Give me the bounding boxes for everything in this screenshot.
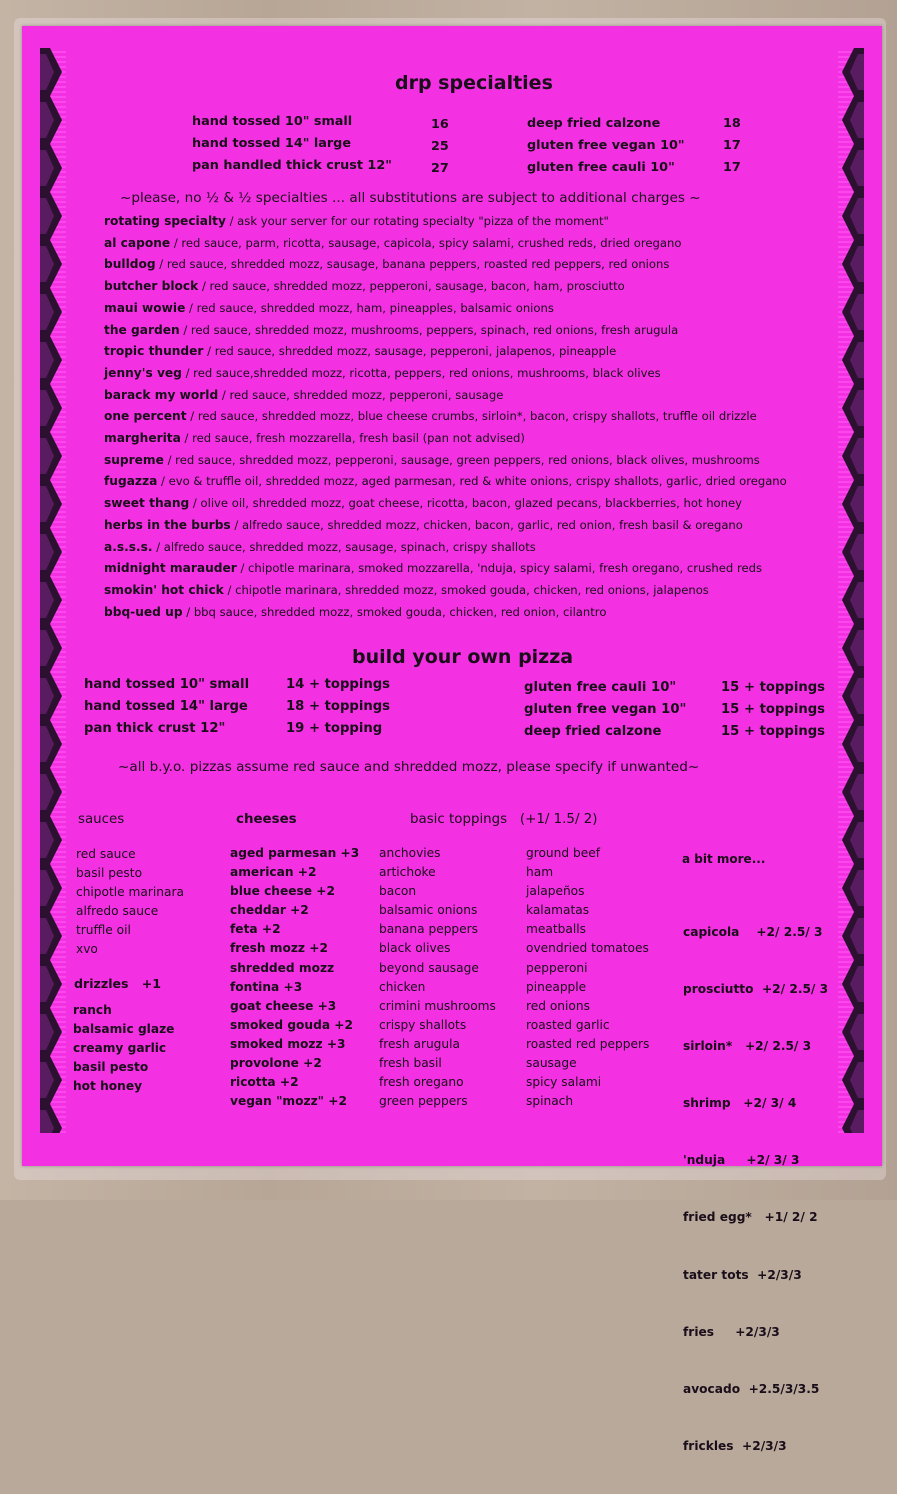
size-name: gluten free cauli 10" <box>524 680 677 695</box>
list-item: aged parmesan +3 <box>230 846 360 860</box>
list-item: fontina +3 <box>230 979 303 994</box>
more-heading: a bit more... <box>682 852 766 866</box>
list-item <box>104 363 787 385</box>
list-item <box>104 406 787 428</box>
list-item: xvo <box>76 942 98 957</box>
list-item <box>104 276 787 298</box>
list-item <box>104 254 787 276</box>
size-name: hand tossed 14" large <box>84 699 248 714</box>
byo-prices-left <box>286 674 390 740</box>
specialty-pizza-list <box>104 211 787 623</box>
list-item <box>104 298 787 320</box>
list-item: kalamatas <box>526 903 590 918</box>
size-price: 25 <box>431 139 449 154</box>
list-item: fresh basil <box>379 1056 442 1071</box>
menu-sheet <box>22 26 882 1453</box>
pizza-name: barack my world <box>104 387 219 402</box>
list-item: ranch <box>73 1003 112 1017</box>
list-item: roasted red peppers <box>526 1036 650 1051</box>
size-price: 18 + toppings <box>286 699 391 714</box>
list-item <box>104 471 787 493</box>
pizza-name: fugazza <box>104 474 158 489</box>
list-item: pineapple <box>526 979 587 994</box>
basic-toppings-heading: basic toppings (+1/ 1.5/ 2) <box>410 812 598 827</box>
list-item <box>104 341 787 363</box>
pizza-description: / red sauce, shredded mozz, ham, pineapples, balsamic onions <box>185 300 554 315</box>
specialty-prices-right <box>723 113 741 179</box>
specialty-prices-left <box>431 114 449 180</box>
list-item: chicken <box>379 979 426 994</box>
list-item: bacon <box>379 884 417 899</box>
list-item: hot honey <box>73 1079 143 1094</box>
pizza-description: / ask your server for our rotating specialty "pizza of the moment" <box>225 214 609 228</box>
list-item: frickles +2/3/3 <box>683 1438 787 1453</box>
byo-title: build your own pizza <box>352 646 574 668</box>
size-price: 17 <box>723 138 741 153</box>
pizza-description: / red sauce, shredded mozz, sausage, pepperoni, jalapenos, pineapple <box>203 344 617 359</box>
list-item: crimini mushrooms <box>379 998 496 1013</box>
list-item: 'nduja +2/ 3/ 3 <box>683 1153 800 1168</box>
list-item: avocado +2.5/3/3.5 <box>683 1381 820 1396</box>
list-item <box>104 580 787 602</box>
pizza-name: smokin' hot chick <box>104 582 224 597</box>
size-price: 15 + toppings <box>721 680 826 695</box>
list-item: fresh arugula <box>379 1036 460 1051</box>
list-item: blue cheese +2 <box>230 884 335 899</box>
pizza-name: tropic thunder <box>104 344 204 359</box>
menu-content <box>22 26 882 1453</box>
size-price: 14 + toppings <box>286 677 391 692</box>
drizzles-list <box>73 1001 174 1096</box>
list-item: cheddar +2 <box>230 903 309 918</box>
list-item: pepperoni <box>526 960 588 975</box>
list-item <box>104 493 787 515</box>
pizza-description: / alfredo sauce, shredded mozz, sausage, spinach, crispy shallots <box>152 539 536 554</box>
pizza-name: bbq-ued up <box>104 604 183 619</box>
pizza-description: / red sauce, shredded mozz, pepperoni, sausage, bacon, ham, prosciutto <box>198 279 625 294</box>
size-price: 19 + topping <box>286 721 383 736</box>
size-price: 15 + toppings <box>721 702 826 717</box>
list-item: shredded mozz <box>230 960 335 975</box>
list-item: chipotle marinara <box>76 885 184 900</box>
list-item: prosciutto +2/ 2.5/ 3 <box>683 982 829 997</box>
list-item: truffle oil <box>76 923 131 938</box>
pizza-name: rotating specialty <box>104 214 226 228</box>
basic-toppings-list-2 <box>526 844 649 1111</box>
size-price: 17 <box>723 160 741 175</box>
list-item: spicy salami <box>526 1075 602 1090</box>
list-item: red onions <box>526 998 590 1013</box>
list-item: smoked mozz +3 <box>230 1036 346 1051</box>
list-item: fries +2/3/3 <box>683 1324 780 1339</box>
list-item <box>104 428 787 450</box>
byo-prices-right <box>721 677 825 743</box>
pizza-description: / alfredo sauce, shredded mozz, chicken, bacon, garlic, red onion, fresh basil & oregano <box>230 517 743 532</box>
size-name: gluten free vegan 10" <box>527 138 685 153</box>
pizza-description: / red sauce, parm, ricotta, sausage, capicola, spicy salami, crushed reds, dried oregano <box>170 235 682 250</box>
size-price: 16 <box>431 117 449 132</box>
pizza-name: herbs in the burbs <box>104 517 231 532</box>
pizza-name: one percent <box>104 409 187 424</box>
byo-notice: ~all b.y.o. pizzas assume red sauce and shredded mozz, please specify if unwanted~ <box>118 759 700 775</box>
pizza-name: a.s.s.s. <box>104 539 153 554</box>
list-item: ovendried tomatoes <box>526 941 649 956</box>
size-name: pan thick crust 12" <box>84 721 226 736</box>
list-item: capicola +2/ 2.5/ 3 <box>683 925 823 939</box>
list-item: alfredo sauce <box>76 904 159 919</box>
pizza-description: / red sauce, fresh mozzarella, fresh basil (pan not advised) <box>180 431 525 446</box>
list-item: ham <box>526 865 554 880</box>
pizza-name: butcher block <box>104 279 199 294</box>
size-price: 27 <box>431 161 449 176</box>
pizza-name: sweet thang <box>104 496 190 511</box>
list-item: creamy garlic <box>73 1041 167 1056</box>
more-list <box>683 885 828 1494</box>
specialties-notice: ~please, no ½ & ½ specialties ... all substitutions are subject to additional charges ~ <box>120 190 701 206</box>
pizza-name: jenny's veg <box>104 365 182 380</box>
specialty-sizes-right <box>527 113 685 179</box>
list-item: roasted garlic <box>526 1017 610 1032</box>
list-item: balsamic onions <box>379 903 478 918</box>
list-item: red sauce <box>76 847 136 861</box>
list-item <box>104 385 787 407</box>
list-item: meatballs <box>526 922 586 937</box>
drizzles-heading: drizzles +1 <box>74 976 162 991</box>
pizza-name: bulldog <box>104 257 156 272</box>
list-item: ricotta +2 <box>230 1075 299 1090</box>
list-item: fresh oregano <box>379 1075 464 1090</box>
list-item: beyond sausage <box>379 960 479 975</box>
list-item: anchovies <box>379 846 441 860</box>
list-item <box>104 537 787 559</box>
list-item: balsamic glaze <box>73 1022 175 1037</box>
basic-toppings-list-1 <box>379 844 496 1111</box>
list-item: sausage <box>526 1056 577 1071</box>
sauces-list <box>76 845 184 960</box>
list-item: green peppers <box>379 1094 468 1109</box>
specialty-sizes-left <box>192 111 392 177</box>
sauces-heading: sauces <box>78 812 125 827</box>
list-item: fresh mozz +2 <box>230 941 328 956</box>
list-item <box>104 450 787 472</box>
pizza-description: / chipotle marinara, smoked mozzarella, 'nduja, spicy salami, fresh oregano, crushed reds <box>236 561 762 576</box>
list-item: artichoke <box>379 865 436 880</box>
list-item: vegan "mozz" +2 <box>230 1094 347 1109</box>
list-item <box>104 602 787 624</box>
list-item: jalapeños <box>526 884 585 899</box>
specialties-title: drp specialties <box>395 72 553 94</box>
cheeses-list <box>230 844 359 1111</box>
pizza-description: / red sauce, shredded mozz, mushrooms, peppers, spinach, red onions, fresh arugula <box>179 322 679 337</box>
list-item: smoked gouda +2 <box>230 1017 353 1032</box>
pizza-description: / bbq sauce, shredded mozz, smoked gouda, chicken, red onion, cilantro <box>182 604 607 619</box>
list-item: banana peppers <box>379 922 479 937</box>
pizza-description: / evo & truffle oil, shredded mozz, aged parmesan, red & white onions, crispy shallots, garlic, dried oregano <box>157 474 787 489</box>
list-item <box>104 211 787 233</box>
size-price: 18 <box>723 116 741 131</box>
list-item <box>104 558 787 580</box>
pizza-description: / red sauce, shredded mozz, blue cheese crumbs, sirloin*, bacon, crispy shallots, truffle oil drizzle <box>186 409 757 424</box>
list-item: basil pesto <box>76 866 143 881</box>
size-name: hand tossed 10" small <box>84 677 250 692</box>
list-item: fried egg* +1/ 2/ 2 <box>683 1210 818 1225</box>
size-name: hand tossed 10" small <box>192 114 353 129</box>
pizza-name: margherita <box>104 431 181 446</box>
list-item: shrimp +2/ 3/ 4 <box>683 1096 797 1111</box>
pizza-description: / olive oil, shredded mozz, goat cheese, ricotta, bacon, glazed pecans, blackberries, hot honey <box>189 496 742 511</box>
size-name: pan handled thick crust 12" <box>192 158 392 173</box>
size-name: hand tossed 14" large <box>192 136 352 151</box>
pizza-name: al capone <box>104 235 171 250</box>
size-name: gluten free cauli 10" <box>527 160 675 175</box>
pizza-name: maui wowie <box>104 300 186 315</box>
list-item: sirloin* +2/ 2.5/ 3 <box>683 1039 812 1054</box>
size-name: gluten free vegan 10" <box>524 702 687 717</box>
list-item: ground beef <box>526 846 601 860</box>
pizza-name: supreme <box>104 452 164 467</box>
size-name: deep fried calzone <box>527 116 661 131</box>
pizza-description: / red sauce,shredded mozz, ricotta, peppers, red onions, mushrooms, black olives <box>181 365 661 380</box>
byo-sizes-right <box>524 677 686 743</box>
list-item: goat cheese +3 <box>230 998 337 1013</box>
list-item: crispy shallots <box>379 1017 467 1032</box>
pizza-name: midnight marauder <box>104 561 237 576</box>
pizza-description: / red sauce, shredded mozz, pepperoni, sausage <box>218 387 504 402</box>
list-item: spinach <box>526 1094 574 1109</box>
cheeses-heading: cheeses <box>236 812 297 827</box>
list-item: feta +2 <box>230 922 281 937</box>
size-price: 15 + toppings <box>721 724 826 739</box>
list-item <box>104 515 787 537</box>
pizza-name: the garden <box>104 322 180 337</box>
list-item: american +2 <box>230 865 317 880</box>
list-item <box>104 320 787 342</box>
list-item <box>104 233 787 255</box>
pizza-description: / chipotle marinara, shredded mozz, smoked gouda, chicken, red onions, jalapenos <box>223 582 709 597</box>
list-item: black olives <box>379 941 451 956</box>
list-item: basil pesto <box>73 1060 149 1075</box>
list-item: tater tots +2/3/3 <box>683 1267 802 1282</box>
pizza-description: / red sauce, shredded mozz, pepperoni, sausage, green peppers, red onions, black olives, mushrooms <box>163 452 760 467</box>
list-item: provolone +2 <box>230 1056 322 1071</box>
size-name: deep fried calzone <box>524 724 662 739</box>
pizza-description: / red sauce, shredded mozz, sausage, banana peppers, roasted red peppers, red onions <box>155 257 670 272</box>
byo-sizes-left <box>84 674 249 740</box>
